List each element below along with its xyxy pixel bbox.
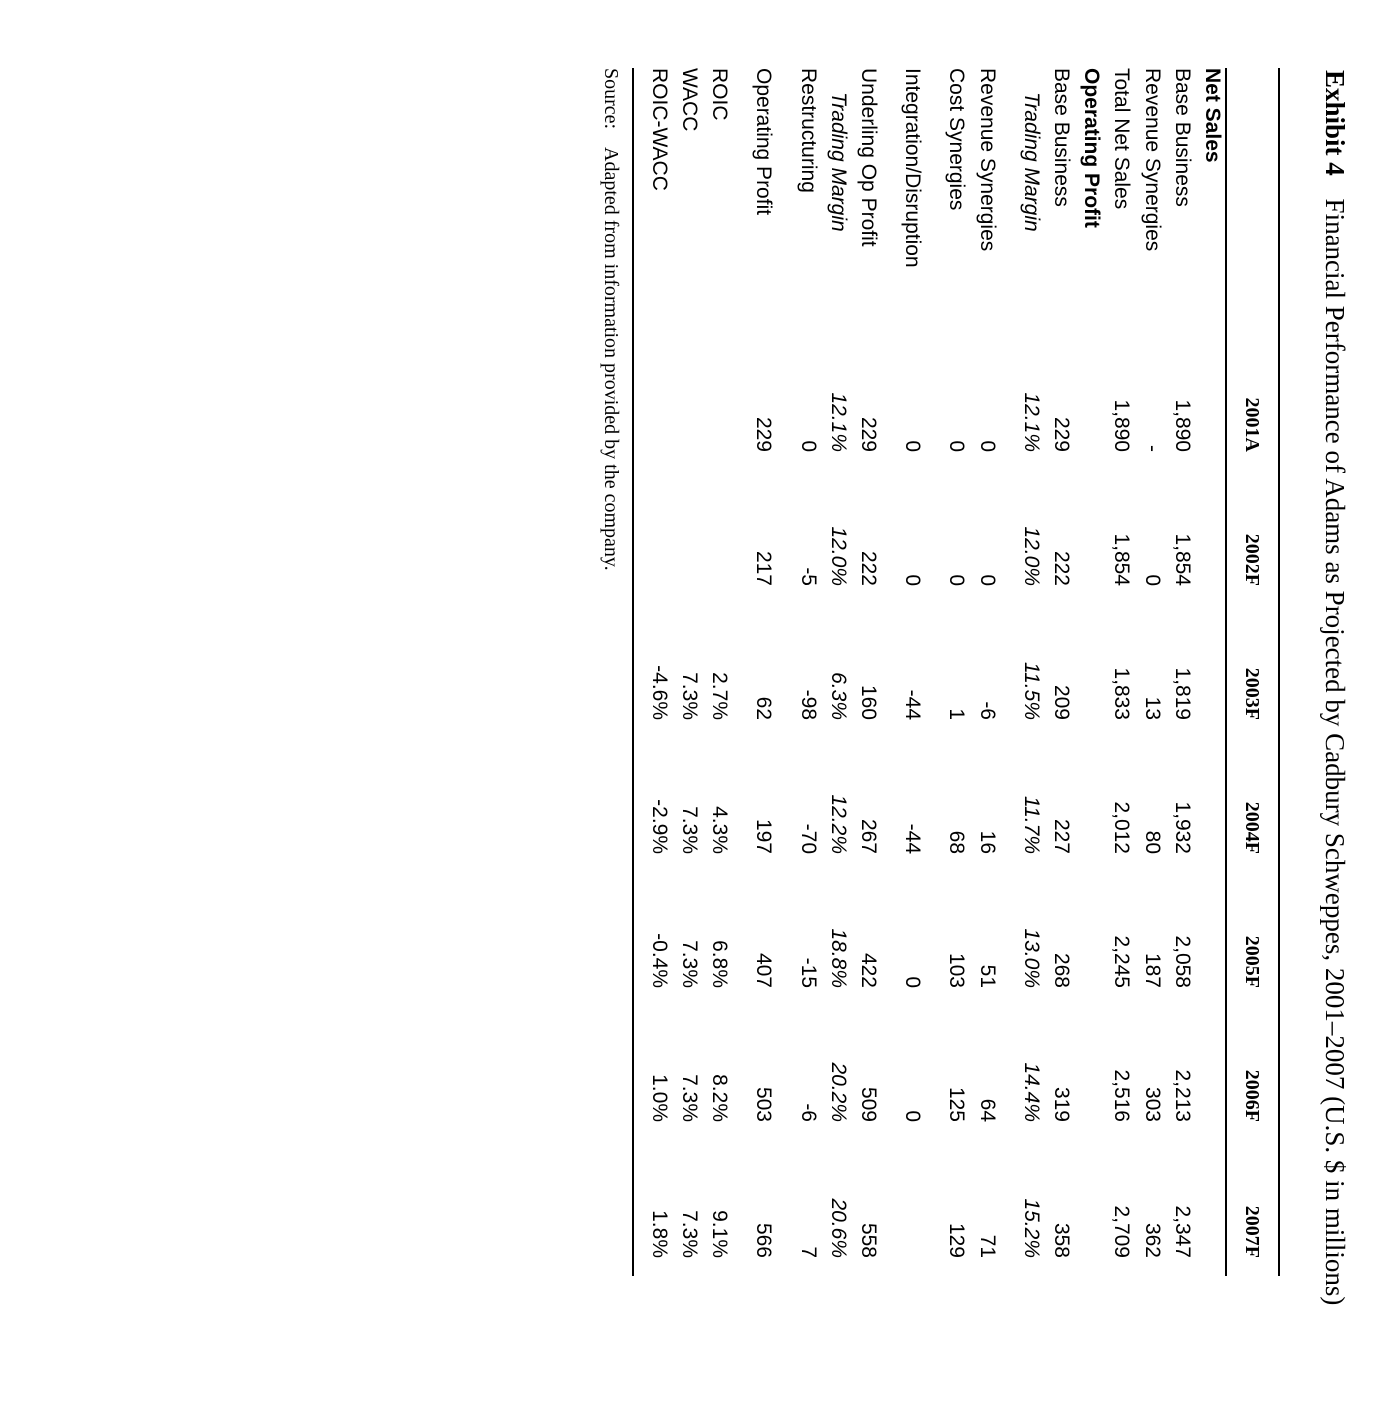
table-cell — [1197, 872, 1227, 1006]
table-cell: -70 — [796, 823, 820, 854]
table-cell — [1002, 604, 1016, 738]
table-cell: 12.1% — [1019, 392, 1043, 452]
table-cell — [1076, 1140, 1106, 1276]
table-cell — [1002, 1140, 1016, 1276]
table-cell: 13 — [1140, 696, 1164, 720]
row-label: Revenue Synergies — [1140, 68, 1164, 252]
row-label: Trading Margin — [826, 92, 850, 232]
row-label: ROIC — [708, 68, 732, 121]
table-cell: 0 — [945, 440, 969, 452]
table-cell: 566 — [752, 1222, 776, 1258]
exhibit-title-text: Financial Performance of Adams as Projected by Cadbury Schweppes, 2001–2007 (U.S. $ in millions) — [1320, 198, 1350, 1306]
table-cell: 7.3% — [677, 1210, 701, 1258]
table-row — [748, 68, 778, 1276]
table-cell: 209 — [1049, 684, 1073, 720]
table-cell — [734, 336, 748, 470]
exhibit-label: Exhibit 4 — [1320, 70, 1350, 176]
table-row — [1076, 68, 1106, 1276]
table-cell — [778, 470, 792, 604]
table-cell: 0 — [901, 574, 925, 586]
table-cell — [1002, 1006, 1016, 1140]
table-cell: 7.3% — [677, 1074, 701, 1122]
table-cell — [883, 336, 897, 470]
table-cell — [883, 470, 897, 604]
row-label: Cost Synergies — [945, 68, 969, 211]
table-cell: 0 — [945, 574, 969, 586]
table-cell: 2,347 — [1170, 1205, 1194, 1258]
table-cell: 160 — [856, 684, 880, 720]
table-cell: -98 — [796, 689, 820, 720]
table-cell — [644, 470, 674, 604]
table-cell: 319 — [1049, 1086, 1073, 1122]
table-cell — [778, 604, 792, 738]
table-cell: 229 — [856, 416, 880, 452]
table-cell — [674, 470, 704, 604]
table-cell — [734, 738, 748, 872]
table-cell — [1197, 336, 1227, 470]
table-cell: 362 — [1140, 1222, 1164, 1258]
table-cell: -44 — [901, 823, 925, 854]
table-row — [941, 68, 971, 1276]
table-cell: 6.8% — [708, 940, 732, 988]
table-cell — [734, 1006, 748, 1140]
table-cell — [927, 872, 941, 1006]
column-header: 2006F — [1241, 1069, 1263, 1122]
table-cell: 129 — [945, 1222, 969, 1258]
table-cell: 1,932 — [1170, 801, 1194, 854]
column-header: 2005F — [1241, 935, 1263, 988]
table-cell: 0 — [1140, 574, 1164, 586]
table-cell: 2,245 — [1110, 935, 1134, 988]
table-cell: 268 — [1049, 952, 1073, 988]
row-label: Net Sales — [1201, 68, 1224, 163]
table-cell — [883, 738, 897, 872]
table-cell: 358 — [1049, 1222, 1073, 1258]
row-label — [1002, 68, 1016, 336]
financial-table — [644, 68, 1276, 1276]
table-cell: 16 — [975, 830, 999, 854]
table-row — [778, 68, 792, 1276]
table-cell — [1197, 738, 1227, 872]
table-row — [674, 68, 704, 1276]
table-cell: 187 — [1140, 952, 1164, 988]
table-cell — [883, 1006, 897, 1140]
table-cell: 80 — [1140, 830, 1164, 854]
table-cell: 64 — [975, 1098, 999, 1122]
table-cell: 11.5% — [1019, 662, 1043, 720]
table-cell: - — [1140, 445, 1164, 452]
source-label: Source: — [600, 68, 622, 130]
table-cell: 71 — [975, 1234, 999, 1258]
table-row — [1136, 68, 1166, 1276]
table-cell: 7.3% — [677, 806, 701, 854]
table-cell: 7.3% — [677, 940, 701, 988]
table-cell: 1,819 — [1170, 667, 1194, 720]
exhibit-title — [1319, 70, 1350, 1305]
table-row — [1002, 68, 1016, 1276]
table-cell — [927, 470, 941, 604]
row-label: Revenue Synergies — [975, 68, 999, 252]
table-cell — [778, 872, 792, 1006]
table-cell: 2.7% — [708, 672, 732, 720]
row-label: Operating Profit — [1080, 68, 1104, 228]
table-row — [1106, 68, 1136, 1276]
table-bottom-rule — [632, 68, 634, 1276]
table-cell — [927, 604, 941, 738]
row-label: WACC — [677, 68, 701, 132]
table-top-rule — [1278, 68, 1280, 1276]
table-cell — [1197, 470, 1227, 604]
table-cell: 11.7% — [1019, 796, 1043, 854]
column-header: 2004F — [1241, 801, 1263, 854]
table-cell — [927, 1006, 941, 1140]
source-note — [599, 68, 622, 571]
table-row — [734, 68, 748, 1276]
table-row — [644, 68, 674, 1276]
table-cell — [1076, 470, 1106, 604]
table-cell: -6 — [796, 1103, 820, 1122]
table-cell: -15 — [796, 957, 820, 988]
table-cell: 68 — [945, 830, 969, 854]
row-label: ROIC-WACC — [647, 68, 671, 191]
table-cell: 12.2% — [826, 794, 850, 854]
row-label — [883, 68, 897, 336]
table-cell: 7 — [796, 1246, 820, 1258]
table-cell: 13.0% — [1019, 928, 1043, 988]
table-cell: 1,854 — [1110, 533, 1134, 586]
column-header: 2002F — [1241, 533, 1263, 586]
table-cell: 222 — [856, 550, 880, 586]
table-cell: 7.3% — [677, 672, 701, 720]
table-cell: 4.3% — [708, 806, 732, 854]
table-body — [644, 68, 1227, 1276]
table-cell — [734, 1140, 748, 1276]
table-cell: 0 — [901, 976, 925, 988]
table-row — [1167, 68, 1197, 1276]
table-cell — [778, 336, 792, 470]
table-cell: 1,833 — [1110, 667, 1134, 720]
table-cell — [1002, 738, 1016, 872]
table-cell — [704, 470, 734, 604]
table-cell: 503 — [752, 1086, 776, 1122]
row-label — [734, 68, 748, 336]
table-cell: 125 — [945, 1086, 969, 1122]
table-cell: 217 — [752, 550, 776, 586]
row-label: Operating Profit — [752, 68, 776, 216]
table-cell — [734, 872, 748, 1006]
table-cell — [1197, 1006, 1227, 1140]
table-cell — [927, 738, 941, 872]
table-row — [971, 68, 1001, 1276]
table-cell — [883, 1140, 897, 1276]
table-cell: 2,012 — [1110, 801, 1134, 854]
table-cell — [897, 1140, 927, 1276]
table-cell: 20.2% — [826, 1062, 850, 1122]
table-cell: 14.4% — [1019, 1062, 1043, 1122]
table-cell: 509 — [856, 1086, 880, 1122]
table-cell: 0 — [975, 440, 999, 452]
table-cell: 2,709 — [1110, 1205, 1134, 1258]
table-header-row — [1227, 68, 1276, 1276]
column-header: 2003F — [1241, 667, 1263, 720]
table-row — [792, 68, 822, 1276]
table-cell: 15.2% — [1019, 1198, 1043, 1258]
table-cell: 12.0% — [826, 526, 850, 586]
table-cell — [927, 336, 941, 470]
table-cell — [1197, 1140, 1227, 1276]
table-row — [823, 68, 853, 1276]
table-cell: 303 — [1140, 1086, 1164, 1122]
table-cell: 51 — [975, 964, 999, 988]
table-cell: 558 — [856, 1222, 880, 1258]
table-cell: 9.1% — [708, 1210, 732, 1258]
table-cell — [778, 1140, 792, 1276]
table-cell: 62 — [752, 696, 776, 720]
column-header: 2007F — [1241, 1205, 1263, 1258]
table-cell: 12.0% — [1019, 526, 1043, 586]
table-cell: 0 — [796, 440, 820, 452]
row-label: Restructuring — [796, 68, 820, 193]
table-cell: 422 — [856, 952, 880, 988]
table-cell: 1,890 — [1110, 399, 1134, 452]
table-cell: 222 — [1049, 550, 1073, 586]
table-cell — [1002, 336, 1016, 470]
table-row — [1046, 68, 1076, 1276]
table-cell: 1,890 — [1170, 399, 1194, 452]
table-cell: 8.2% — [708, 1074, 732, 1122]
table-cell — [734, 470, 748, 604]
table-cell: 6.3% — [826, 672, 850, 720]
table-cell — [1002, 470, 1016, 604]
table-cell: 227 — [1049, 818, 1073, 854]
table-cell — [1076, 336, 1106, 470]
table-cell: 0 — [901, 1110, 925, 1122]
table-cell — [1076, 1006, 1106, 1140]
table-cell: 2,213 — [1170, 1069, 1194, 1122]
table-cell: -6 — [975, 701, 999, 720]
table-cell: -2.9% — [647, 799, 671, 854]
table-cell: 2,516 — [1110, 1069, 1134, 1122]
table-cell: 12.1% — [826, 392, 850, 452]
table-row — [1016, 68, 1046, 1276]
table-cell — [1076, 872, 1106, 1006]
row-label: Base Business — [1049, 68, 1073, 207]
table-cell — [674, 336, 704, 470]
header-label-cell — [1227, 68, 1276, 336]
table-cell: 229 — [752, 416, 776, 452]
table-cell: 1.0% — [647, 1074, 671, 1122]
row-label — [778, 68, 792, 336]
table-row — [927, 68, 941, 1276]
row-label: Base Business — [1170, 68, 1194, 207]
table-row — [883, 68, 897, 1276]
table-cell: 229 — [1049, 416, 1073, 452]
table-cell — [1076, 738, 1106, 872]
table-cell: 20.6% — [826, 1198, 850, 1258]
table-cell: -44 — [901, 689, 925, 720]
table-cell: 0 — [901, 440, 925, 452]
table-cell: -4.6% — [647, 665, 671, 720]
table-cell: 407 — [752, 952, 776, 988]
column-header: 2001A — [1241, 397, 1263, 452]
source-text: Adapted from information provided by the company. — [600, 147, 622, 571]
table-row — [1197, 68, 1227, 1276]
row-label: Underling Op Profit — [856, 68, 880, 247]
table-cell: 103 — [945, 952, 969, 988]
table-cell: 2,058 — [1170, 935, 1194, 988]
table-cell: 0 — [975, 574, 999, 586]
row-label: Total Net Sales — [1110, 68, 1134, 210]
table-cell — [644, 336, 674, 470]
table-cell — [927, 1140, 941, 1276]
table-cell — [1076, 604, 1106, 738]
table-cell — [704, 336, 734, 470]
table-cell: 1,854 — [1170, 533, 1194, 586]
table-cell — [1002, 872, 1016, 1006]
table-cell: -0.4% — [647, 933, 671, 988]
row-label — [927, 68, 941, 336]
table-cell: 267 — [856, 818, 880, 854]
table-cell — [883, 872, 897, 1006]
table-cell: 1.8% — [647, 1210, 671, 1258]
table-cell: 1 — [945, 708, 969, 720]
row-label: Trading Margin — [1019, 92, 1043, 232]
table-row — [704, 68, 734, 1276]
table-cell — [1197, 604, 1227, 738]
table-row — [853, 68, 883, 1276]
table-cell: -5 — [796, 567, 820, 586]
table-cell — [883, 604, 897, 738]
table-cell: 197 — [752, 818, 776, 854]
table-cell: 18.8% — [826, 928, 850, 988]
table-cell — [734, 604, 748, 738]
row-label: Integration/Disruption — [901, 68, 925, 268]
table-cell — [778, 1006, 792, 1140]
table-cell — [778, 738, 792, 872]
table-row — [897, 68, 927, 1276]
